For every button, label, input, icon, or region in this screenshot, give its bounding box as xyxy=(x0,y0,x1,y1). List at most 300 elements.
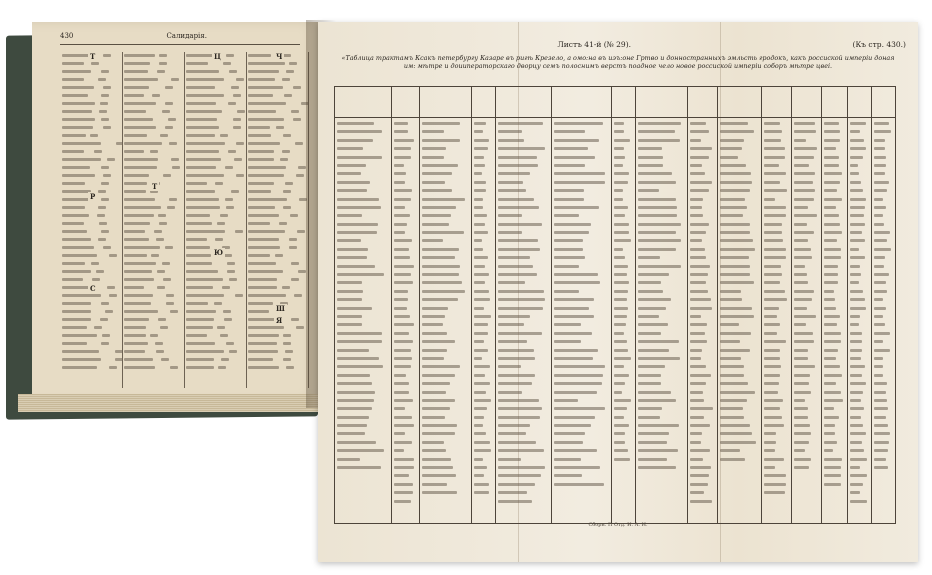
table-row xyxy=(498,331,550,338)
table-row xyxy=(874,146,894,153)
table-row xyxy=(422,289,470,296)
table-row xyxy=(422,129,470,136)
text-line xyxy=(124,197,184,204)
table-row xyxy=(874,213,894,220)
text-line xyxy=(186,293,246,300)
section-letter: Т xyxy=(152,182,158,191)
section-letter: Ш xyxy=(276,304,285,313)
table-row xyxy=(554,381,610,388)
table-row xyxy=(874,440,894,447)
table-row xyxy=(690,390,716,397)
table-row xyxy=(394,440,418,447)
table-row xyxy=(690,205,716,212)
table-row xyxy=(874,339,894,346)
table-row xyxy=(720,440,760,447)
table-row xyxy=(498,490,550,497)
table-row xyxy=(394,314,418,321)
table-row xyxy=(554,322,610,329)
table-row xyxy=(498,129,550,136)
table-row xyxy=(794,138,820,145)
table-row xyxy=(337,205,389,212)
text-line xyxy=(186,133,246,140)
table-row xyxy=(874,272,894,279)
table-row xyxy=(498,180,550,187)
table-row xyxy=(764,423,790,430)
table-row xyxy=(874,138,894,145)
text-line xyxy=(248,277,308,284)
table-row xyxy=(824,390,846,397)
table-row xyxy=(614,129,634,136)
table-row xyxy=(794,373,820,380)
table-row xyxy=(614,205,634,212)
table-row xyxy=(690,473,716,480)
table-row xyxy=(394,364,418,371)
table-row xyxy=(614,331,634,338)
table-row xyxy=(874,356,894,363)
text-line xyxy=(62,213,122,220)
table-row xyxy=(764,138,790,145)
table-row xyxy=(794,255,820,262)
table-row xyxy=(498,465,550,472)
table-row xyxy=(764,331,790,338)
table-row xyxy=(498,306,550,313)
table-row xyxy=(850,473,870,480)
table-row xyxy=(474,121,494,128)
table-row xyxy=(394,171,418,178)
table-row xyxy=(638,163,686,170)
table-row xyxy=(422,390,470,397)
text-line xyxy=(248,221,308,228)
table-row xyxy=(764,314,790,321)
table-row xyxy=(638,180,686,187)
table-row xyxy=(824,280,846,287)
table-row xyxy=(720,171,760,178)
table-row xyxy=(422,381,470,388)
table-row xyxy=(850,247,870,254)
table-row xyxy=(720,448,760,455)
table-row xyxy=(394,180,418,187)
table-row xyxy=(614,255,634,262)
table-row xyxy=(850,280,870,287)
table-row xyxy=(638,129,686,136)
table-row xyxy=(794,339,820,346)
table-row xyxy=(394,381,418,388)
text-line xyxy=(124,109,184,116)
text-line xyxy=(186,237,246,244)
text-line xyxy=(62,261,122,268)
text-line xyxy=(124,293,184,300)
table-row xyxy=(824,348,846,355)
table-row xyxy=(794,163,820,170)
text-line xyxy=(186,309,246,316)
table-row xyxy=(498,280,550,287)
table-row xyxy=(422,473,470,480)
table-row xyxy=(824,297,846,304)
table-row xyxy=(474,163,494,170)
table-row xyxy=(394,255,418,262)
table-row xyxy=(614,381,634,388)
table-row xyxy=(337,264,389,271)
table-row xyxy=(498,423,550,430)
table-row xyxy=(638,297,686,304)
table-row xyxy=(874,129,894,136)
table-row xyxy=(498,314,550,321)
table-row xyxy=(824,121,846,128)
table-row xyxy=(422,440,470,447)
table-row xyxy=(474,247,494,254)
text-line xyxy=(248,61,308,68)
table-row xyxy=(638,406,686,413)
table-row xyxy=(764,381,790,388)
table-row xyxy=(690,499,716,506)
table-row xyxy=(874,280,894,287)
table-row xyxy=(850,155,870,162)
table-row xyxy=(690,364,716,371)
table-row xyxy=(337,213,389,220)
table-row xyxy=(394,289,418,296)
table-row xyxy=(764,121,790,128)
table-row xyxy=(474,314,494,321)
table-row xyxy=(720,398,760,405)
table-row xyxy=(824,188,846,195)
table-row xyxy=(638,373,686,380)
text-line xyxy=(62,277,122,284)
table-row xyxy=(422,490,470,497)
table-row xyxy=(690,331,716,338)
table-row xyxy=(824,406,846,413)
table-row xyxy=(720,331,760,338)
sheet-footer: Сборн. П Отд. И. А. Н. xyxy=(588,522,648,528)
table-row xyxy=(614,272,634,279)
text-line xyxy=(124,141,184,148)
text-line xyxy=(62,141,122,148)
foldout-sheet xyxy=(318,22,918,562)
text-line xyxy=(248,365,308,372)
table-row xyxy=(690,222,716,229)
table-row xyxy=(614,121,634,128)
table-row xyxy=(337,398,389,405)
left-page-column xyxy=(62,52,123,388)
table-row xyxy=(874,448,894,455)
table-row xyxy=(874,230,894,237)
table-row xyxy=(764,155,790,162)
table-row xyxy=(422,213,470,220)
text-line xyxy=(186,261,246,268)
table-row xyxy=(422,155,470,162)
table-row xyxy=(638,381,686,388)
table-row xyxy=(614,289,634,296)
text-line xyxy=(186,157,246,164)
text-line xyxy=(248,333,308,340)
table-row xyxy=(638,431,686,438)
table-row xyxy=(554,431,610,438)
table-row xyxy=(638,280,686,287)
text-line xyxy=(248,197,308,204)
table-row xyxy=(874,431,894,438)
table-row xyxy=(394,230,418,237)
table-row xyxy=(394,499,418,506)
table-row xyxy=(422,247,470,254)
table-row xyxy=(874,348,894,355)
text-line xyxy=(124,157,184,164)
table-row xyxy=(422,171,470,178)
table-row xyxy=(394,146,418,153)
table-row xyxy=(614,222,634,229)
table-row xyxy=(824,180,846,187)
text-line xyxy=(124,253,184,260)
text-line xyxy=(248,357,308,364)
text-line xyxy=(124,221,184,228)
table-row xyxy=(764,171,790,178)
table-row xyxy=(720,180,760,187)
text-line xyxy=(124,333,184,340)
table-row xyxy=(638,255,686,262)
table-row xyxy=(394,163,418,170)
table-row xyxy=(422,121,470,128)
table-row xyxy=(554,171,610,178)
table-row xyxy=(422,138,470,145)
table-row xyxy=(422,272,470,279)
text-line xyxy=(124,85,184,92)
table-row xyxy=(824,322,846,329)
table-row xyxy=(614,457,634,464)
table-row xyxy=(874,306,894,313)
table-row xyxy=(720,381,760,388)
table-row xyxy=(498,406,550,413)
section-letter: Я xyxy=(276,316,283,325)
table-row xyxy=(422,280,470,287)
table-row xyxy=(794,247,820,254)
table-row xyxy=(824,465,846,472)
table-row xyxy=(337,465,389,472)
table-row xyxy=(554,289,610,296)
table-row xyxy=(474,222,494,229)
table-row xyxy=(638,398,686,405)
table-row xyxy=(850,314,870,321)
table-row xyxy=(850,121,870,128)
text-line xyxy=(186,93,246,100)
table-row xyxy=(394,423,418,430)
table-row xyxy=(824,197,846,204)
table-row xyxy=(422,331,470,338)
table-row xyxy=(690,121,716,128)
text-line xyxy=(124,125,184,132)
table-row xyxy=(554,297,610,304)
table-row xyxy=(474,348,494,355)
table-row xyxy=(394,322,418,329)
text-line xyxy=(248,101,308,108)
table-row xyxy=(824,423,846,430)
table-row xyxy=(422,406,470,413)
text-line xyxy=(62,133,122,140)
table-row xyxy=(394,272,418,279)
table-row xyxy=(690,306,716,313)
table-row xyxy=(337,431,389,438)
text-line xyxy=(62,309,122,316)
table-row xyxy=(614,423,634,430)
table-row xyxy=(824,373,846,380)
table-row xyxy=(422,431,470,438)
text-line xyxy=(124,173,184,180)
table-row xyxy=(690,348,716,355)
text-line xyxy=(62,269,122,276)
table-row xyxy=(824,264,846,271)
table-row xyxy=(794,390,820,397)
section-letter: Ю xyxy=(214,248,224,257)
table-row xyxy=(498,197,550,204)
table-row xyxy=(850,482,870,489)
left-page-header xyxy=(60,32,300,40)
table-row xyxy=(614,297,634,304)
table-row xyxy=(337,247,389,254)
text-line xyxy=(186,301,246,308)
table-row xyxy=(720,373,760,380)
table-row xyxy=(474,440,494,447)
text-line xyxy=(62,109,122,116)
table-row xyxy=(394,188,418,195)
table-row xyxy=(638,272,686,279)
table-row xyxy=(337,356,389,363)
table-row xyxy=(337,440,389,447)
sheet-header xyxy=(336,40,906,49)
table-row xyxy=(614,364,634,371)
table-row xyxy=(690,272,716,279)
table-row xyxy=(614,406,634,413)
text-line xyxy=(62,149,122,156)
text-line xyxy=(186,325,246,332)
text-line xyxy=(124,213,184,220)
text-line xyxy=(248,341,308,348)
text-line xyxy=(248,269,308,276)
table-row xyxy=(614,314,634,321)
table-row xyxy=(874,314,894,321)
table-row xyxy=(638,205,686,212)
section-letter: Т xyxy=(90,52,96,61)
text-line xyxy=(248,253,308,260)
table-row xyxy=(614,188,634,195)
table-row xyxy=(498,213,550,220)
table-row xyxy=(638,146,686,153)
text-line xyxy=(124,277,184,284)
table-row xyxy=(764,339,790,346)
text-line xyxy=(124,365,184,372)
table-row xyxy=(474,373,494,380)
table-row xyxy=(794,188,820,195)
table-row xyxy=(394,473,418,480)
text-line xyxy=(62,245,122,252)
table-row xyxy=(614,440,634,447)
table-row xyxy=(690,180,716,187)
table-row xyxy=(422,230,470,237)
table-row xyxy=(337,163,389,170)
table-row xyxy=(422,423,470,430)
table-row xyxy=(638,415,686,422)
table-row xyxy=(638,331,686,338)
table-row xyxy=(690,129,716,136)
table-row xyxy=(638,289,686,296)
page-edges xyxy=(18,394,318,412)
text-line xyxy=(186,365,246,372)
table-row xyxy=(554,465,610,472)
table-row xyxy=(824,398,846,405)
table-column xyxy=(717,87,762,523)
text-line xyxy=(124,149,184,156)
table-row xyxy=(720,238,760,245)
table-row xyxy=(394,155,418,162)
text-line xyxy=(186,165,246,172)
table-row xyxy=(638,230,686,237)
text-line xyxy=(124,237,184,244)
table-row xyxy=(850,163,870,170)
table-row xyxy=(474,473,494,480)
table-row xyxy=(394,197,418,204)
table-row xyxy=(394,448,418,455)
table-row xyxy=(554,406,610,413)
text-line xyxy=(186,141,246,148)
table-row xyxy=(690,289,716,296)
table-row xyxy=(850,423,870,430)
table-row xyxy=(554,129,610,136)
table-row xyxy=(850,297,870,304)
table-row xyxy=(474,138,494,145)
table-row xyxy=(874,381,894,388)
table-row xyxy=(850,264,870,271)
table-row xyxy=(720,364,760,371)
table-row xyxy=(850,171,870,178)
table-row xyxy=(554,230,610,237)
table-row xyxy=(824,129,846,136)
table-row xyxy=(824,415,846,422)
table-row xyxy=(614,398,634,405)
table-row xyxy=(422,297,470,304)
text-line xyxy=(124,349,184,356)
table-row xyxy=(690,465,716,472)
table-row xyxy=(614,322,634,329)
table-row xyxy=(394,121,418,128)
sheet-label: Листъ 41-й (№ 29). xyxy=(557,40,632,49)
text-line xyxy=(62,69,122,76)
text-line xyxy=(186,221,246,228)
table-row xyxy=(638,155,686,162)
table-row xyxy=(794,205,820,212)
table-row xyxy=(764,457,790,464)
table-row xyxy=(824,213,846,220)
table-row xyxy=(874,465,894,472)
table-row xyxy=(794,222,820,229)
table-row xyxy=(337,289,389,296)
table-row xyxy=(764,473,790,480)
table-row xyxy=(824,473,846,480)
text-line xyxy=(248,181,308,188)
page-number: 430 xyxy=(60,32,74,40)
table-column xyxy=(791,87,822,523)
table-row xyxy=(850,381,870,388)
table-row xyxy=(824,314,846,321)
table-row xyxy=(850,373,870,380)
table-row xyxy=(764,222,790,229)
table-row xyxy=(474,129,494,136)
table-row xyxy=(720,322,760,329)
table-row xyxy=(554,306,610,313)
table-row xyxy=(474,289,494,296)
table-row xyxy=(720,155,760,162)
table-row xyxy=(690,247,716,254)
table-row xyxy=(690,138,716,145)
table-row xyxy=(720,264,760,271)
section-letter: Ч xyxy=(276,52,283,61)
table-row xyxy=(474,482,494,489)
table-row xyxy=(720,339,760,346)
